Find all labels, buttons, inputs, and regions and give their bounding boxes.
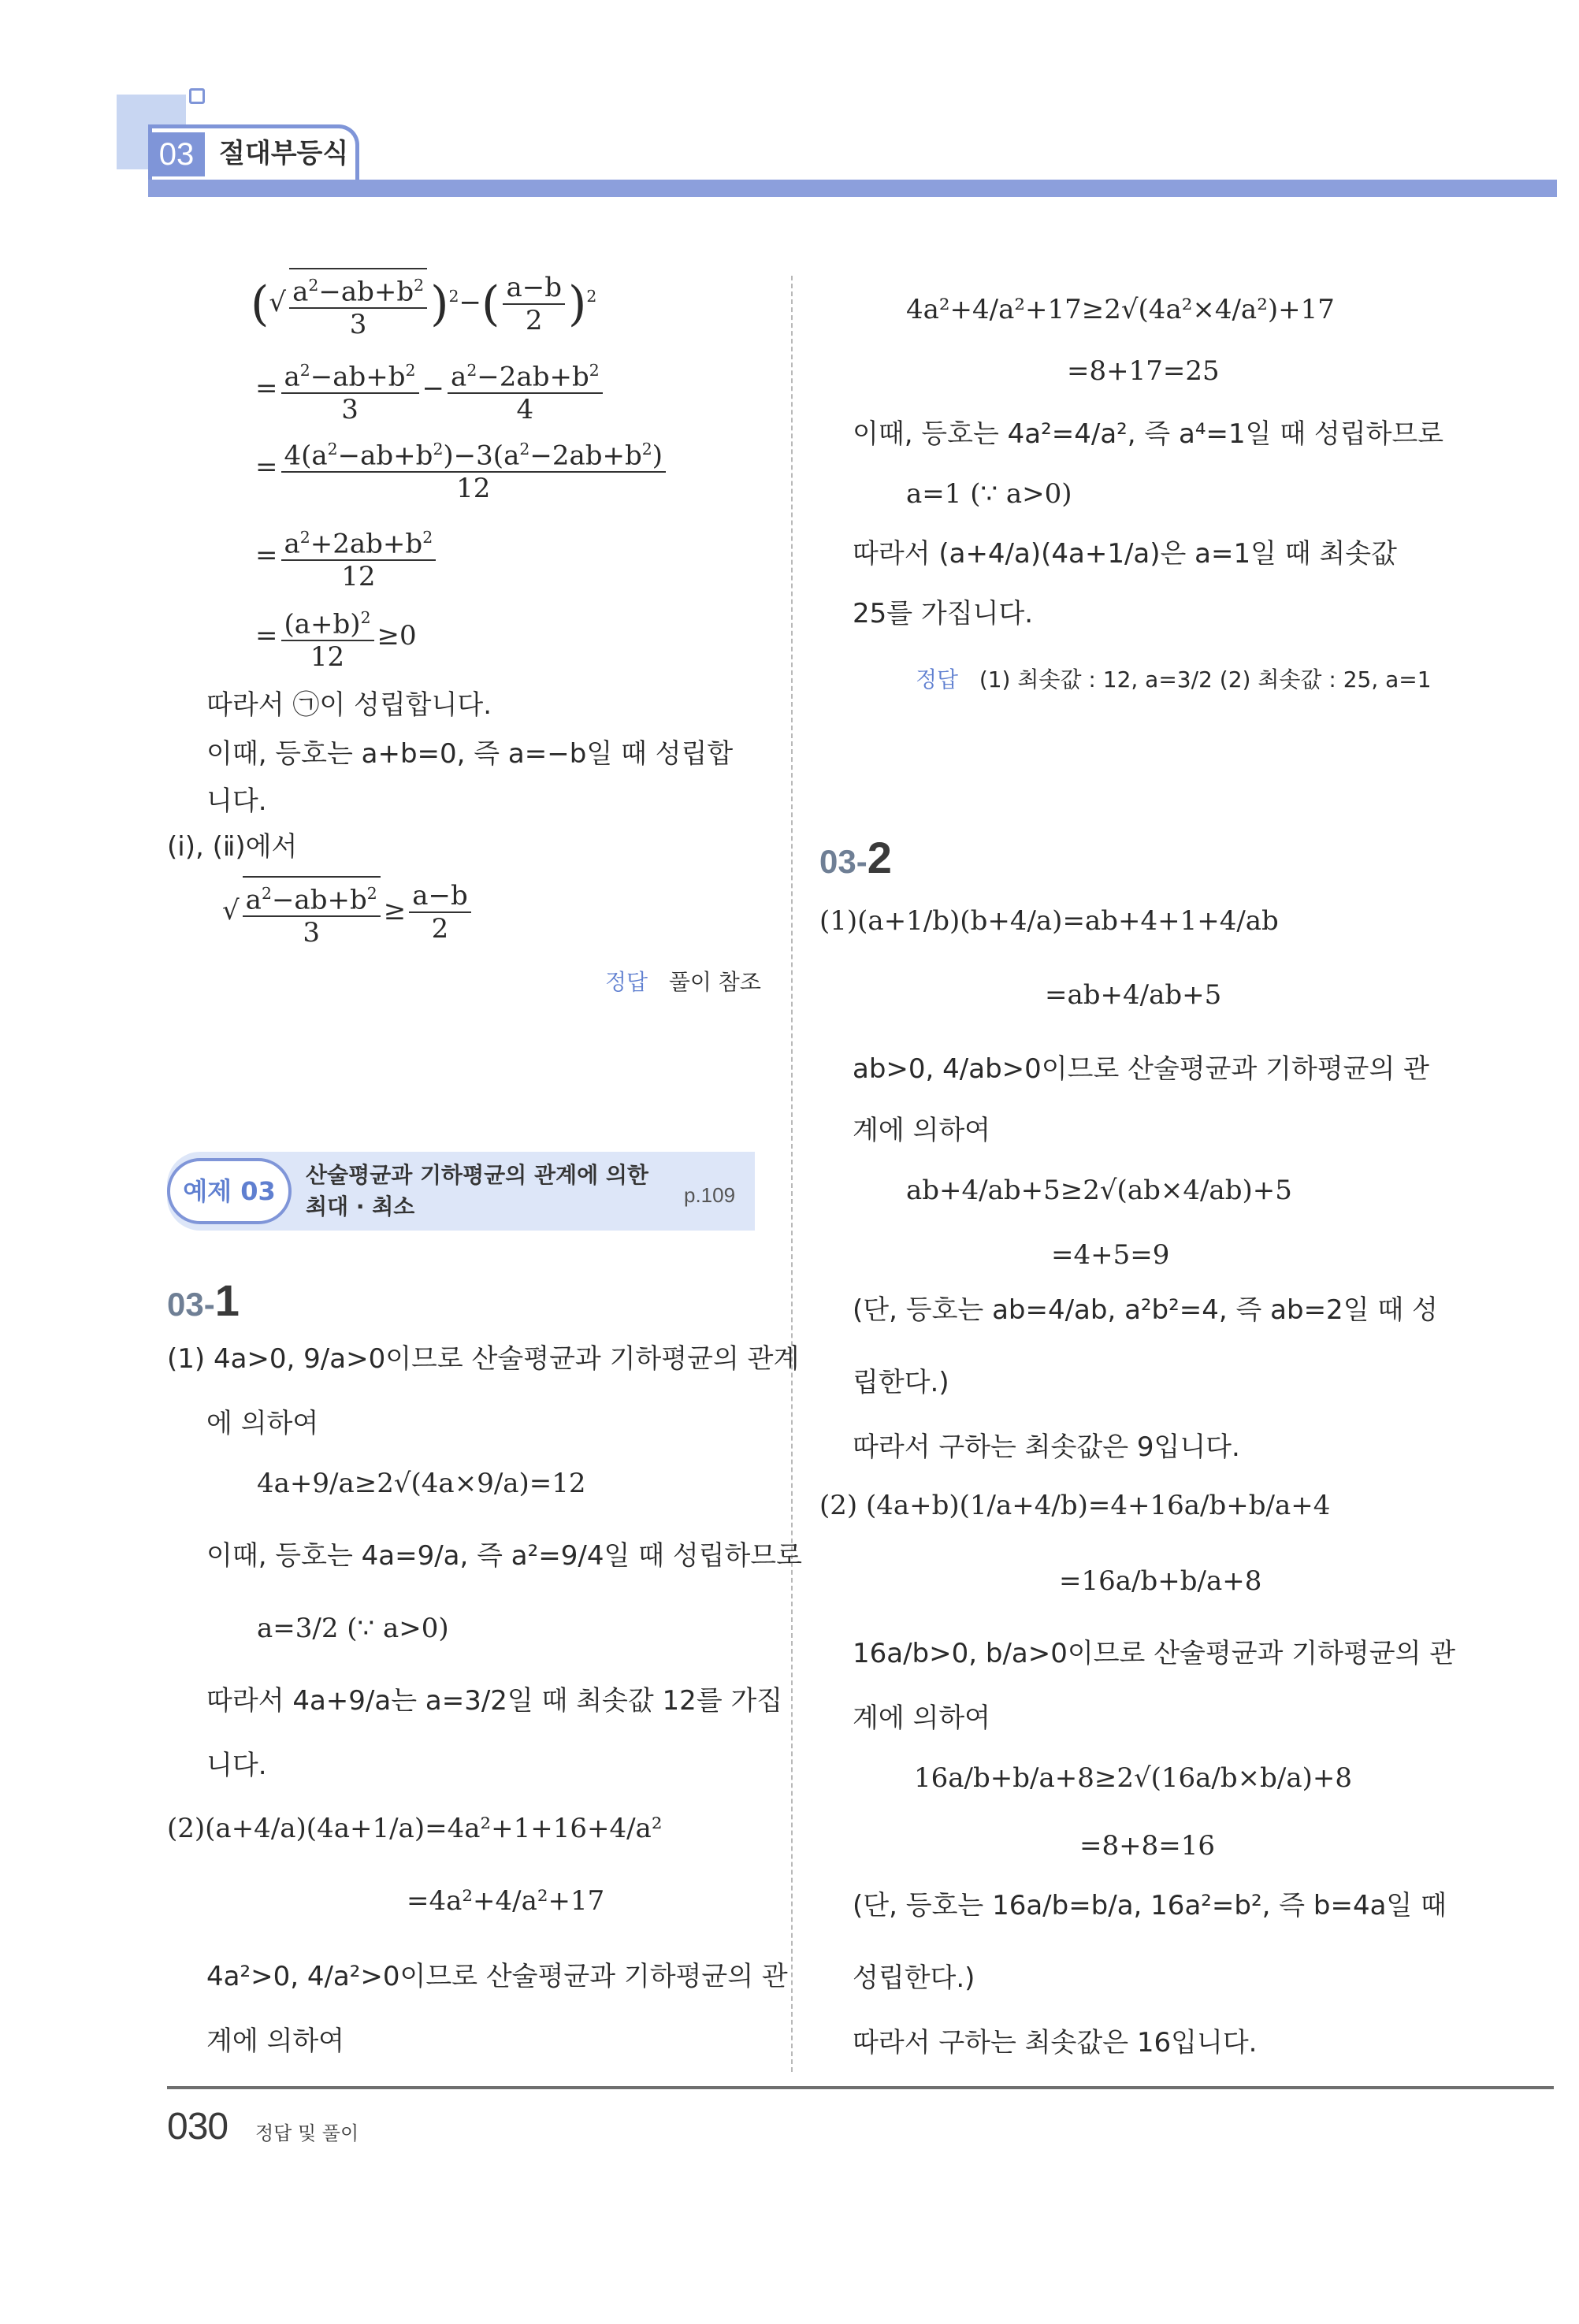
equation-line: = $\frac{4(a^2-ab+b^2)-3(a^2-2ab+b^2)}{12}$ (255, 433, 669, 504)
equation-line: =4a²+4/a²+17 (407, 1885, 605, 1917)
equation-line: =16a/b+b/a+8 (1059, 1565, 1262, 1597)
column-divider (791, 276, 793, 2072)
page-number: 030 (167, 2106, 228, 2148)
text-line: 니다. (206, 1750, 267, 1781)
answer-text: 풀이 참조 (668, 969, 761, 995)
equation-line: (2)(a+4/a)(4a+1/a)=4a²+1+16+4/a² (167, 1813, 663, 1844)
equation-line: √ $\frac{a^2-ab+b^2}{3}$ ≥ $\frac{a-b}{2}$ (222, 876, 474, 949)
text-line: 니다. (206, 785, 267, 817)
equation-line: =ab+4/ab+5 (1045, 979, 1222, 1011)
problem-heading: 03-1 (167, 1275, 240, 1325)
answer-text: (1) 최솟값 : 12, a=3/2 (2) 최솟값 : 25, a=1 (979, 666, 1432, 692)
equation-line: = $\frac{a^2+2ab+b^2}{12}$ (255, 522, 439, 592)
text-line: 따라서 4a+9/a는 a=3/2일 때 최솟값 12를 가집 (206, 1685, 783, 1717)
header-notch (189, 88, 205, 104)
text-line: 이때, 등호는 4a²=4/a², 즉 a⁴=1일 때 성립하므로 (853, 418, 1444, 450)
equation-line: (1)(a+1/b)(b+4/a)=ab+4+1+4/ab (819, 905, 1279, 937)
text-line: ab>0, 4/ab>0이므로 산술평균과 기하평균의 관 (853, 1053, 1430, 1085)
text-line: 성립한다.) (853, 1962, 975, 1994)
text-line: 따라서 (a+4/a)(4a+1/a)은 a=1일 때 최솟값 (853, 538, 1397, 570)
chapter-title: 절대부등식 (219, 138, 349, 169)
equation-line: =8+17=25 (1067, 355, 1220, 387)
chapter-number: 03 (148, 132, 205, 176)
equation-line: a=1 (∵ a>0) (906, 478, 1072, 510)
answer-line (916, 662, 1432, 698)
header-bar (148, 180, 1557, 197)
text-line: (ⅰ), (ⅱ)에서 (167, 831, 298, 863)
text-line: 계에 의하여 (206, 2025, 345, 2057)
text-line: 이때, 등호는 4a=9/a, 즉 a²=9/4일 때 성립하므로 (206, 1540, 802, 1572)
equation-line: 4a+9/a≥2√(4a×9/a)=12 (257, 1468, 586, 1499)
equation-line: = $\frac{(a+b)^2}{12}$ ≥0 (255, 602, 417, 673)
equation-line: =8+8=16 (1079, 1830, 1215, 1862)
answer-line (605, 964, 761, 1001)
answer-label: 정답 (916, 666, 959, 692)
text-line: (단, 등호는 ab=4/ab, a²b²=4, 즉 ab=2일 때 성 (853, 1294, 1438, 1326)
text-line: 계에 의하여 (853, 1115, 991, 1146)
equation-line: 16a/b+b/a+8≥2√(16a/b×b/a)+8 (914, 1762, 1353, 1794)
text-line: 따라서 구하는 최솟값은 16입니다. (853, 2027, 1258, 2059)
text-line: 따라서 구하는 최솟값은 9입니다. (853, 1431, 1240, 1463)
text-line: (단, 등호는 16a/b=b/a, 16a²=b², 즉 b=4a일 때 (853, 1890, 1447, 1921)
equation-line: =4+5=9 (1051, 1239, 1170, 1271)
text-line: 4a²>0, 4/a²>0이므로 산술평균과 기하평균의 관 (206, 1961, 788, 1992)
text-line: (1) 4a>0, 9/a>0이므로 산술평균과 기하평균의 관계 (167, 1343, 800, 1375)
equation-line: (2) (4a+b)(1/a+4/b)=4+16a/b+b/a+4 (819, 1490, 1331, 1521)
text-line: 따라서 ㉠이 성립합니다. (206, 689, 492, 721)
text-line: 25를 가집니다. (853, 598, 1034, 629)
equation-line: 4a²+4/a²+17≥2√(4a²×4/a²)+17 (906, 294, 1335, 325)
equation-line: ab+4/ab+5≥2√(ab×4/ab)+5 (906, 1175, 1292, 1206)
equation-line: = $\frac{a^2-ab+b^2}{3}$ − $\frac{a^2-2ab+b^2}{4}$ (255, 355, 606, 425)
example-title: 산술평균과 기하평균의 관계에 의한 최대 · 최소 (306, 1162, 648, 1220)
example-page-ref: p.109 (684, 1183, 736, 1207)
text-line: 에 의하여 (206, 1408, 319, 1439)
text-line: 이때, 등호는 a+b=0, 즉 a=−b일 때 성립합 (206, 738, 734, 770)
text-line: 립한다.) (853, 1367, 949, 1398)
footer-label: 정답 및 풀이 (255, 2122, 359, 2144)
problem-heading: 03-2 (819, 833, 892, 882)
answer-label: 정답 (605, 969, 648, 995)
example-badge: 예제 03 (167, 1158, 292, 1224)
footer-rule (167, 2086, 1554, 2089)
text-line: 16a/b>0, b/a>0이므로 산술평균과 기하평균의 관 (853, 1638, 1456, 1669)
equation-line: (√ $\frac{a^2-ab+b^2}{3}$ )$^2$−( $\frac{a-b}{2}$ )$^2$ (251, 268, 596, 340)
equation-line: a=3/2 (∵ a>0) (257, 1613, 449, 1644)
text-line: 계에 의하여 (853, 1702, 991, 1734)
